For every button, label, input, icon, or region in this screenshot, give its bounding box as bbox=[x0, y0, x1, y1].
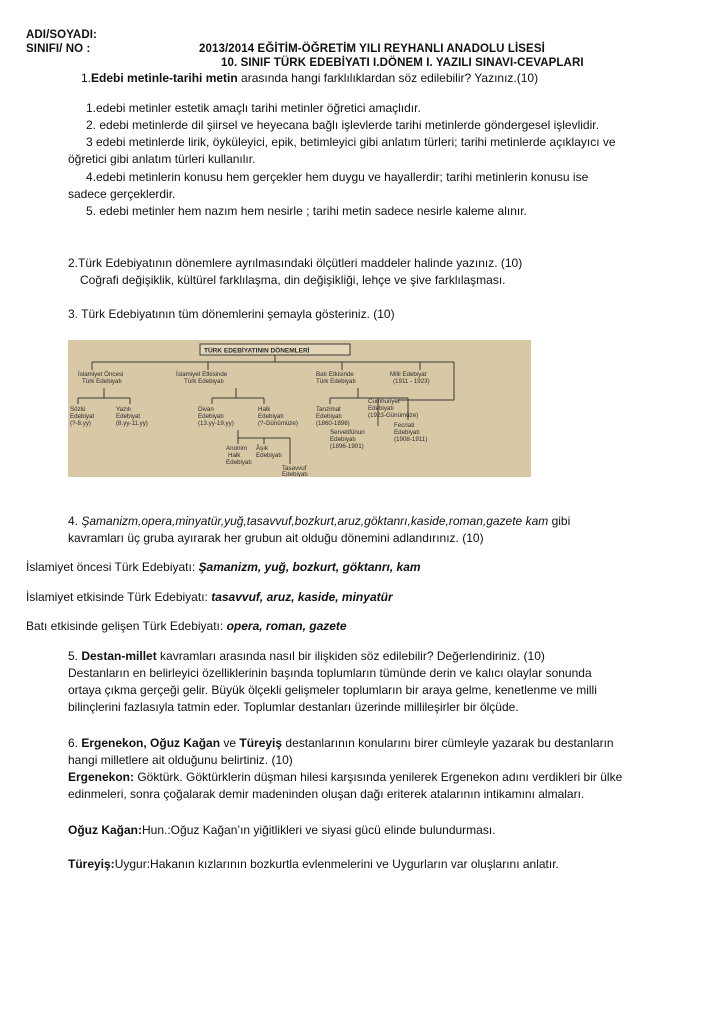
schema-yazili: Yazılı bbox=[116, 406, 132, 413]
schema-islam-oncesi: İslamiyet Öncesi bbox=[78, 371, 124, 378]
q5-answer-line: Destanların en belirleyici özelliklerinin başında toplumların tümünde derin ve kalıcı olaylar sonunda bbox=[68, 666, 592, 680]
schema-labels bbox=[70, 346, 430, 478]
question-6-and: ve bbox=[220, 736, 240, 750]
schema-halk-2: Edebiyatı bbox=[258, 413, 284, 420]
q1-answer-line: 5. edebi metinler hem nazım hem nesirle ; tarihi metin sadece nesirle kaleme alınır. bbox=[86, 204, 527, 218]
schema-title: TÜRK EDEBİYATININ DÖNEMLERİ bbox=[204, 347, 310, 355]
question-2: 2.Türk Edebiyatının dönemlere ayrılmasındaki ölçütleri maddeler halinde yazınız. (10) bbox=[68, 256, 523, 270]
schema-servet-3: (1896-1901) bbox=[330, 443, 364, 450]
q6-answer-ergenekon bbox=[68, 770, 622, 785]
schema-diagram bbox=[68, 340, 531, 477]
schema-cumhuriyet-3: (1923-Günümüze) bbox=[368, 412, 419, 419]
schema-tanzimat-2: Edebiyatı bbox=[316, 413, 342, 420]
schema-fecriati: Fecriati bbox=[394, 422, 415, 429]
schema-milli-2: (1911 - 1923) bbox=[393, 378, 430, 385]
schema-yazili-2: Edebiyat bbox=[116, 413, 141, 420]
q4-answer-value: Şamanizm, yuğ, bozkurt, göktanrı, kam bbox=[198, 560, 421, 574]
schema-sozlu-2: Edebiyat bbox=[70, 413, 95, 420]
q5-answer-line: bilinçlerini fazlasıyla tatmin eder. Toplumlar destanları üzerinde millileşirler bir ölçüde. bbox=[68, 700, 519, 714]
q4-answer-islam-oncesi bbox=[26, 560, 421, 575]
literature-periods-schema bbox=[68, 340, 531, 477]
exam-title-line1: 2013/2014 EĞİTİM-ÖĞRETİM YILI REYHANLI ANADOLU LİSESİ bbox=[199, 43, 545, 55]
schema-tanzimat: Tanzimat bbox=[316, 406, 341, 413]
q6-answer-ergenekon-2: edinmeleri, sonra çoğalarak demir madeninden oluşan dağı eriterek atalarının intikamını almaları. bbox=[68, 787, 585, 801]
schema-sozlu-3: (?-8.yy) bbox=[70, 420, 91, 427]
schema-cumhuriyet-2: Edebiyatı bbox=[368, 405, 394, 412]
q4-answer-value: tasavvuf, aruz, kaside, minyatür bbox=[211, 590, 393, 604]
question-6 bbox=[68, 736, 614, 751]
question-4 bbox=[68, 514, 570, 529]
schema-milli: Milli Edebiyat bbox=[390, 371, 427, 378]
schema-islam-etkisi-2: Türk Edebiyatı bbox=[184, 378, 224, 385]
question-5-keyword: Destan-millet bbox=[81, 649, 157, 663]
q6-answer-label: Oğuz Kağan: bbox=[68, 823, 142, 837]
q1-answer-line: sadece gerçeklerdir. bbox=[68, 187, 176, 201]
q4-answer-label: İslamiyet öncesi Türk Edebiyatı: bbox=[26, 560, 199, 574]
q6-answer-text: Göktürk. Göktürklerin düşman hilesi karşısında yenilerek Ergenekon adını verdikleri bir ülke bbox=[134, 770, 623, 784]
question-5 bbox=[68, 649, 545, 664]
q6-answer-tureyis bbox=[68, 857, 559, 872]
q1-answer-line: 4.edebi metinlerin konusu hem gerçekler hem duygu ve hayallerdir; tarihi metinlerin konusu ise bbox=[86, 170, 589, 184]
question-4-line2: kavramları üç gruba ayırarak her grubun ait olduğu dönemini adlandırınız. (10) bbox=[68, 531, 484, 545]
schema-islam-etkisi: İslamiyet Etkisinde bbox=[176, 371, 228, 378]
q5-answer-line: ortaya çıkma gerçeği gelir. Büyük ölçekli gelişmeler toplumların bir araya gelme, kenetlenme ve milli bbox=[68, 683, 597, 697]
schema-anonim-2: Halk bbox=[228, 452, 241, 459]
schema-sozlu: Sözlü bbox=[70, 406, 86, 413]
schema-asik-2: Edebiyatı bbox=[256, 452, 282, 459]
q6-answer-label: Ergenekon: bbox=[68, 770, 135, 784]
question-1-text: arasında hangi farklılıklardan söz edilebilir? Yazınız.(10) bbox=[237, 71, 539, 85]
schema-bati-etkisi: Batı Etkisinde bbox=[316, 371, 354, 378]
schema-tanzimat-3: (1860-1896) bbox=[316, 420, 350, 427]
schema-yazili-3: (8.yy-11.yy) bbox=[116, 420, 148, 427]
question-1-keyword: Edebi metinle-tarihi metin bbox=[91, 71, 238, 85]
q6-answer-text: Hun.:Oğuz Kağan’ın yiğitlikleri ve siyasi gücü elinde bulundurması. bbox=[142, 823, 496, 837]
schema-anonim: Anonim bbox=[226, 445, 247, 452]
schema-tasavvuf: Tasavvuf bbox=[282, 465, 307, 472]
schema-divan-2: Edebiyatı bbox=[198, 413, 224, 420]
schema-fecriati-3: (1908-1911) bbox=[394, 436, 428, 443]
question-5-text: kavramları arasında nasıl bir ilişkiden söz edilebilir? Değerlendiriniz. (10) bbox=[156, 649, 545, 663]
question-6-line2: hangi milletlere ait olduğunu belirtiniz. (10) bbox=[68, 753, 293, 767]
q4-answer-islam-etkisi bbox=[26, 590, 393, 605]
question-3: 3. Türk Edebiyatının tüm dönemlerini şemayla gösteriniz. (10) bbox=[68, 307, 395, 321]
question-2-answer: Coğrafi değişiklik, kültürel farklılaşma, din değişikliği, lehçe ve şive farklılaşması. bbox=[80, 273, 506, 287]
schema-divan: Divan bbox=[198, 406, 214, 413]
question-6-number: 6. bbox=[68, 736, 82, 750]
question-5-number: 5. bbox=[68, 649, 82, 663]
schema-asik: Âşık bbox=[256, 445, 269, 452]
q6-answer-label: Türeyiş: bbox=[68, 857, 115, 871]
question-6-keyword-1: Ergenekon, Oğuz Kağan bbox=[81, 736, 221, 750]
q6-answer-text: Uygur:Hakanın kızlarının bozkurtla evlenmelerini ve Uygurların var oluşlarını anlatır. bbox=[114, 857, 559, 871]
schema-tasavvuf-2: Edebiyatı bbox=[282, 471, 308, 477]
question-4-number: 4. bbox=[68, 514, 82, 528]
exam-title-line2: 10. SINIF TÜRK EDEBİYATI I.DÖNEM I. YAZILI SINAVI-CEVAPLARI bbox=[221, 57, 584, 69]
q4-answer-value: opera, roman, gazete bbox=[226, 619, 347, 633]
schema-anonim-3: Edebiyatı bbox=[226, 459, 252, 466]
schema-cumhuriyet: Cumhuriyet bbox=[368, 398, 400, 405]
q4-answer-label: İslamiyet etkisinde Türk Edebiyatı: bbox=[26, 590, 212, 604]
q4-answer-label: Batı etkisinde gelişen Türk Edebiyatı: bbox=[26, 619, 227, 633]
question-6-text: destanlarının konularını birer cümleyle yazarak bu destanların bbox=[282, 736, 614, 750]
q6-answer-oguz-kagan bbox=[68, 823, 496, 838]
class-label: SINIFI/ NO : bbox=[26, 43, 91, 55]
q1-answer-line: 3 edebi metinlerde lirik, öyküleyici, epik, betimleyici gibi anlatım türleri; tarihi metinlerde açıklayıcı ve bbox=[86, 135, 616, 149]
question-4-tail: gibi bbox=[548, 514, 571, 528]
question-1-number: 1. bbox=[81, 71, 92, 85]
question-6-keyword-2: Türeyiş bbox=[239, 736, 283, 750]
q4-answer-bati-etkisi bbox=[26, 619, 347, 634]
schema-halk: Halk bbox=[258, 406, 271, 413]
q1-answer-line: 1.edebi metinler estetik amaçlı tarihi metinler öğretici amaçlıdır. bbox=[86, 101, 421, 115]
q1-answer-line: öğretici gibi anlatım türleri kullanılır. bbox=[68, 152, 256, 166]
name-label: ADI/SOYADI: bbox=[26, 29, 97, 41]
schema-bati-etkisi-2: Türk Edebiyatı bbox=[316, 378, 356, 385]
schema-divan-3: (13.yy-19.yy) bbox=[198, 420, 234, 427]
schema-halk-3: (?-Günümüze) bbox=[258, 420, 298, 427]
q1-answer-line: 2. edebi metinlerde dil şiirsel ve heyecana bağlı işlevlerde tarihi metinlerde göndergesel işlevlidir. bbox=[86, 118, 599, 132]
schema-fecriati-2: Edebiyatı bbox=[394, 429, 420, 436]
question-4-terms: Şamanizm,opera,minyatür,yuğ,tasavvuf,bozkurt,aruz,göktanrı,kaside,roman,gazete kam bbox=[81, 514, 549, 528]
schema-servet: Servetifünun bbox=[330, 429, 365, 436]
schema-servet-2: Edebiyatı bbox=[330, 436, 356, 443]
question-1 bbox=[81, 71, 538, 86]
schema-islam-oncesi-2: Türk Edebiyatı bbox=[82, 378, 122, 385]
